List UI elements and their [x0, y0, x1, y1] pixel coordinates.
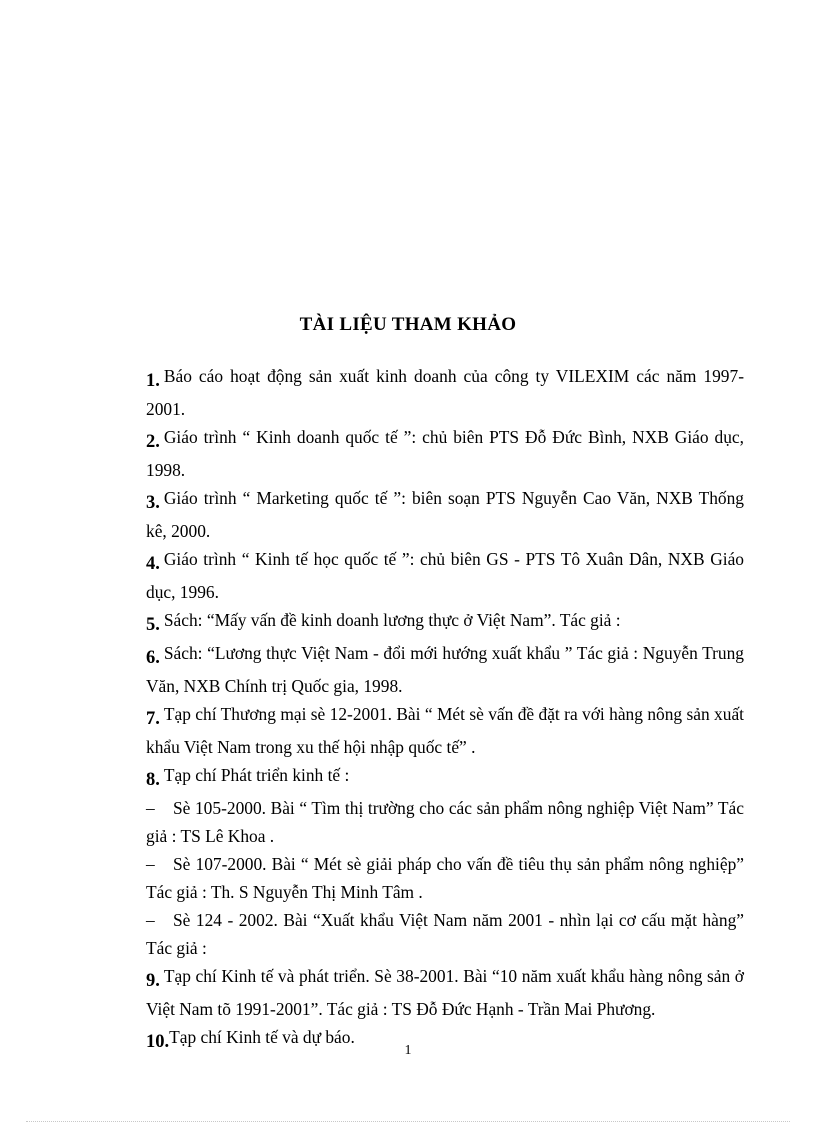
reference-list	[146, 362, 744, 1056]
reference-number: 4.	[146, 554, 160, 574]
page-number: 1	[404, 1043, 412, 1058]
reference-sub-item	[146, 794, 744, 850]
reference-item	[146, 606, 744, 639]
dash-marker: –	[146, 798, 155, 818]
reference-item	[146, 423, 744, 484]
reference-item	[146, 362, 744, 423]
reference-number: 6.	[146, 648, 160, 668]
page-break-line	[26, 1121, 790, 1122]
reference-text: Tạp chí Kinh tế và dự báo.	[169, 1027, 355, 1047]
reference-number: 10.	[146, 1032, 170, 1052]
reference-text: Tạp chí Thương mại sè 12-2001. Bài “ Mét sè vấn đề đặt ra với hàng nông sản xuất khẩu Việt Nam trong xu thế hội nhập quốc tế” .	[146, 704, 744, 757]
reference-number: 1.	[146, 371, 160, 391]
reference-item	[146, 761, 744, 794]
reference-number: 7.	[146, 709, 160, 729]
dash-marker: –	[146, 854, 155, 874]
reference-text: Giáo trình “ Kinh doanh quốc tế ”: chủ biên PTS Đỗ Đức Bình, NXB Giáo dục, 1998.	[146, 427, 744, 480]
reference-item	[146, 639, 744, 700]
reference-item	[146, 962, 744, 1023]
reference-text: Tạp chí Phát triển kinh tế :	[163, 765, 350, 785]
reference-text: Sách: “Lương thực Việt Nam - đổi mới hướng xuất khẩu ” Tác giả : Nguyễn Trung Văn, NXB Chính trị Quốc gia, 1998.	[146, 643, 744, 696]
reference-sub-text: Sè 105-2000. Bài “ Tìm thị trường cho các sản phẩm nông nghiệp Việt Nam” Tác giả : TS Lê Khoa .	[146, 798, 744, 846]
reference-text: Sách: “Mấy vấn đề kinh doanh lương thực ở Việt Nam”. Tác giả :	[163, 610, 621, 630]
reference-sub-text: Sè 107-2000. Bài “ Mét sè giải pháp cho vấn đề tiêu thụ sản phẩm nông nghiệp” Tác giả : Th. S Nguyễn Thị Minh Tâm .	[146, 854, 744, 902]
reference-text: Tạp chí Kinh tế và phát triển. Sè 38-2001. Bài “10 năm xuất khẩu hàng nông sản ở Việt Nam tõ 1991-2001”. Tác giả : TS Đỗ Đức Hạnh - Trần Mai Phương.	[146, 966, 744, 1019]
page-title: TÀI LIỆU THAM KHẢO	[299, 314, 517, 335]
reference-sub-text: Sè 124 - 2002. Bài “Xuất khẩu Việt Nam năm 2001 - nhìn lại cơ cấu mặt hàng” Tác giả :	[146, 910, 744, 958]
reference-text: Báo cáo hoạt động sản xuất kinh doanh của công ty VILEXIM các năm 1997-2001.	[146, 366, 744, 419]
reference-item	[146, 700, 744, 761]
reference-text: Giáo trình “ Kinh tế học quốc tế ”: chủ biên GS - PTS Tô Xuân Dân, NXB Giáo dục, 1996.	[146, 549, 744, 602]
reference-number: 2.	[146, 432, 160, 452]
reference-sub-item	[146, 850, 744, 906]
reference-number: 9.	[146, 971, 160, 991]
reference-item	[146, 484, 744, 545]
reference-item	[146, 545, 744, 606]
dash-marker: –	[146, 910, 155, 930]
reference-number: 3.	[146, 493, 160, 513]
reference-text: Giáo trình “ Marketing quốc tế ”: biên soạn PTS Nguyễn Cao Văn, NXB Thống kê, 2000.	[146, 488, 744, 541]
reference-number: 8.	[146, 770, 160, 790]
reference-number: 5.	[146, 615, 160, 635]
reference-sub-item	[146, 906, 744, 962]
